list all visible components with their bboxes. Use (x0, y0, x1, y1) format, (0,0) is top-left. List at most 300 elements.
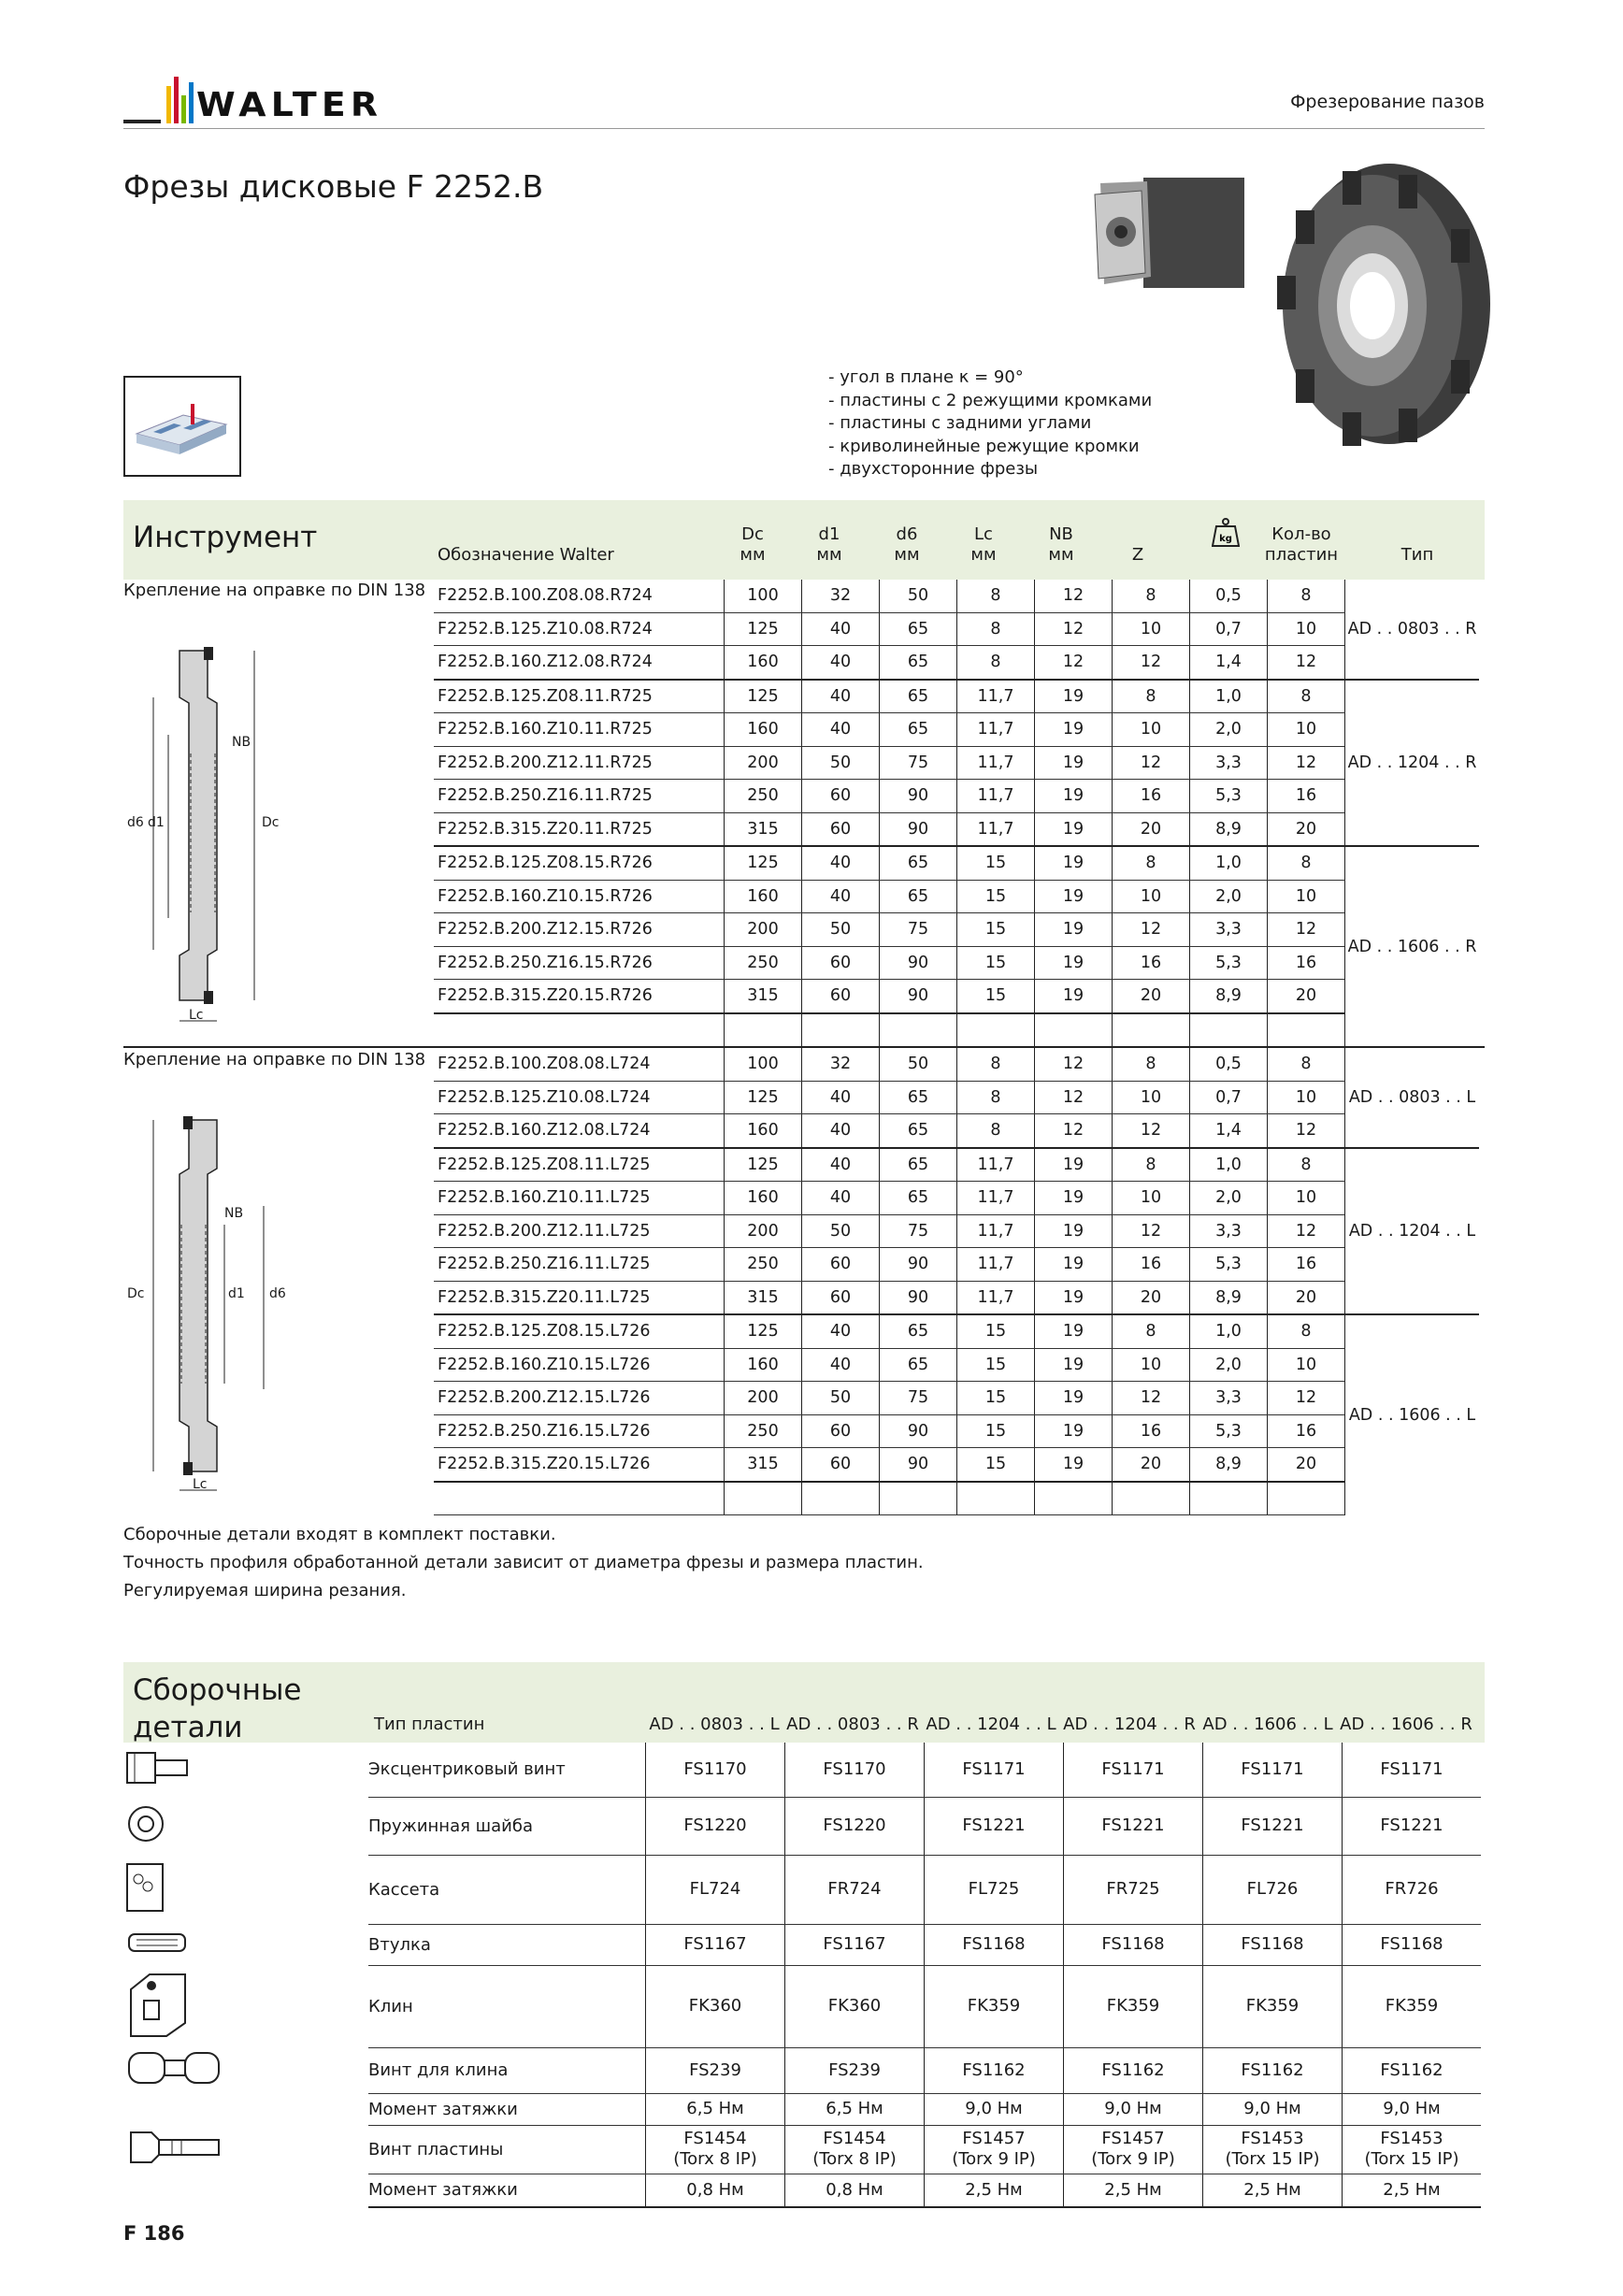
part-number-cell: FS1168 (925, 1924, 1064, 1965)
value-cell: 8 (957, 1081, 1035, 1114)
table-row (434, 1214, 1479, 1248)
value-cell: 1,0 (1190, 680, 1268, 713)
feature-item: - двухсторонние фрезы (828, 459, 1039, 479)
part-number-cell: FS1220 (646, 1797, 785, 1855)
table-row (434, 880, 1479, 913)
value-cell: 19 (1035, 1448, 1113, 1482)
part-number-cell: FS1221 (1343, 1797, 1482, 1855)
tool-table-right (434, 580, 1479, 1047)
assembly-row (123, 1924, 1481, 1965)
table-row (434, 713, 1479, 747)
value-cell: 12 (1113, 1114, 1190, 1148)
value-cell: 40 (802, 1081, 880, 1114)
part-number-cell: FR725 (1064, 1855, 1203, 1924)
value-cell: 10 (1113, 612, 1190, 646)
table-row (434, 580, 1479, 612)
part-number-cell: FS1168 (1343, 1924, 1482, 1965)
col-d6: d6 мм (894, 524, 920, 565)
value-cell: 15 (957, 1348, 1035, 1382)
assembly-row (123, 1855, 1481, 1924)
value-cell: 65 (880, 1081, 957, 1114)
assembly-part-label: Момент затяжки (368, 2174, 646, 2207)
value-cell: 15 (957, 980, 1035, 1013)
designation-cell: F2252.B.315.Z20.11.R725 (434, 812, 725, 846)
assembly-icon-cell (123, 1743, 368, 1797)
assembly-row (123, 1743, 1481, 1797)
part-number-cell: FR726 (1343, 1855, 1482, 1924)
value-cell: 12 (1035, 1081, 1113, 1114)
header-rule (123, 128, 1485, 129)
part-number-cell: FS1162 (925, 2047, 1064, 2093)
value-cell: 160 (725, 646, 802, 680)
assembly-row (123, 2174, 1481, 2207)
value-cell: 8 (1113, 846, 1190, 880)
tool-table-header (123, 500, 1485, 580)
section-label: Фрезерование пазов (1290, 92, 1485, 112)
mount-note: Крепление на оправке по DIN 138 (123, 1050, 426, 1069)
assembly-row (123, 2047, 1481, 2093)
designation-cell: F2252.B.315.Z20.11.L725 (434, 1281, 725, 1314)
designation-cell: F2252.B.200.Z12.15.L726 (434, 1382, 725, 1415)
value-cell: 160 (725, 713, 802, 747)
value-cell: 2,0 (1190, 880, 1268, 913)
value-cell: 12 (1113, 1382, 1190, 1415)
value-cell: 2,0 (1190, 713, 1268, 747)
value-cell: 12 (1113, 646, 1190, 680)
value-cell: 12 (1113, 913, 1190, 947)
value-cell: 20 (1268, 980, 1345, 1013)
value-cell: 250 (725, 946, 802, 980)
feature-item: - пластины с задними углами (828, 413, 1092, 433)
insert-type-cell: AD . . 0803 . . R (1345, 580, 1480, 680)
insert-type-cell: AD . . 0803 . . L (1345, 1048, 1480, 1148)
value-cell: 15 (957, 880, 1035, 913)
value-cell: 60 (802, 946, 880, 980)
value-cell: 10 (1113, 713, 1190, 747)
insert-type-cell: AD . . 1204 . . R (1345, 680, 1480, 847)
designation-cell: F2252.B.125.Z10.08.L724 (434, 1081, 725, 1114)
value-cell: 1,4 (1190, 1114, 1268, 1148)
table-row (434, 646, 1479, 680)
value-cell: 8 (1268, 1314, 1345, 1348)
value-cell: 160 (725, 1114, 802, 1148)
value-cell: 40 (802, 846, 880, 880)
value-cell: 5,3 (1190, 1248, 1268, 1282)
part-number-cell: 9,0 Нм (1064, 2093, 1203, 2125)
table-row-empty (434, 1482, 1479, 1515)
table-row (434, 1448, 1479, 1482)
value-cell: 12 (1268, 646, 1345, 680)
designation-cell: F2252.B.200.Z12.11.L725 (434, 1214, 725, 1248)
value-cell: 160 (725, 1182, 802, 1215)
value-cell: 12 (1268, 1114, 1345, 1148)
value-cell: 20 (1113, 1281, 1190, 1314)
value-cell: 20 (1113, 980, 1190, 1013)
table-row (434, 1382, 1479, 1415)
value-cell: 50 (802, 913, 880, 947)
assembly-icon-cell (123, 2093, 368, 2125)
value-cell: 8 (1113, 680, 1190, 713)
value-cell: 32 (802, 1048, 880, 1081)
value-cell: 16 (1268, 1414, 1345, 1448)
value-cell: 40 (802, 713, 880, 747)
designation-cell: F2252.B.160.Z12.08.R724 (434, 646, 725, 680)
value-cell: 11,7 (957, 680, 1035, 713)
value-cell: 19 (1035, 1314, 1113, 1348)
value-cell: 0,5 (1190, 580, 1268, 612)
value-cell: 20 (1113, 812, 1190, 846)
value-cell: 11,7 (957, 812, 1035, 846)
part-number-cell: FS1168 (1203, 1924, 1343, 1965)
designation-cell: F2252.B.160.Z10.15.L726 (434, 1348, 725, 1382)
table-row (434, 1281, 1479, 1314)
value-cell: 160 (725, 880, 802, 913)
assembly-row (123, 2093, 1481, 2125)
designation-cell: F2252.B.200.Z12.15.R726 (434, 913, 725, 947)
value-cell: 90 (880, 1448, 957, 1482)
part-number-cell: 6,5 Нм (785, 2093, 925, 2125)
part-number-cell: 0,8 Нм (646, 2174, 785, 2207)
part-number-cell: FS1221 (925, 1797, 1064, 1855)
assembly-icon-cell (123, 1855, 368, 1924)
designation-cell: F2252.B.250.Z16.15.R726 (434, 946, 725, 980)
right-hand-cutter-drawing: NB Dc d6 d1 Lc (123, 641, 310, 1034)
wedge-screw-icon (123, 2074, 226, 2093)
value-cell: 125 (725, 846, 802, 880)
designation-cell: F2252.B.160.Z12.08.L724 (434, 1114, 725, 1148)
value-cell: 250 (725, 1248, 802, 1282)
value-cell: 16 (1113, 780, 1190, 813)
value-cell: 11,7 (957, 1248, 1035, 1282)
value-cell: 12 (1035, 1048, 1113, 1081)
value-cell: 40 (802, 680, 880, 713)
insert-type-cell: AD . . 1606 . . L (1345, 1314, 1480, 1514)
wedge-icon (123, 2023, 193, 2043)
value-cell: 19 (1035, 812, 1113, 846)
value-cell: 3,3 (1190, 746, 1268, 780)
value-cell: 8 (1268, 1048, 1345, 1081)
value-cell: 60 (802, 812, 880, 846)
value-cell: 100 (725, 580, 802, 612)
value-cell: 8 (957, 1048, 1035, 1081)
note: Сборочные детали входят в комплект поставки. (123, 1525, 556, 1544)
value-cell: 10 (1113, 1182, 1190, 1215)
assembly-part-label: Пружинная шайба (368, 1797, 646, 1855)
value-cell: 16 (1113, 946, 1190, 980)
table-row (434, 1148, 1479, 1182)
assembly-part-label: Клин (368, 1965, 646, 2047)
assembly-type: AD . . 1204 . . L (926, 1715, 1056, 1734)
value-cell: 200 (725, 1214, 802, 1248)
part-number-cell: FK360 (646, 1965, 785, 2047)
part-number-cell: FS239 (646, 2047, 785, 2093)
value-cell: 10 (1113, 880, 1190, 913)
note: Точность профиля обработанной детали зависит от диаметра фрезы и размера пластин. (123, 1553, 924, 1572)
value-cell: 8 (1268, 846, 1345, 880)
value-cell: 315 (725, 1448, 802, 1482)
value-cell: 160 (725, 1348, 802, 1382)
part-number-cell: FK359 (1064, 1965, 1203, 2047)
designation-cell: F2252.B.160.Z10.15.R726 (434, 880, 725, 913)
value-cell: 19 (1035, 1414, 1113, 1448)
value-cell: 40 (802, 1182, 880, 1215)
table-row (434, 946, 1479, 980)
value-cell: 315 (725, 812, 802, 846)
part-number-cell: FS1170 (785, 1743, 925, 1797)
value-cell: 19 (1035, 780, 1113, 813)
value-cell: 12 (1035, 646, 1113, 680)
value-cell: 5,3 (1190, 946, 1268, 980)
value-cell: 11,7 (957, 746, 1035, 780)
value-cell: 8 (1268, 580, 1345, 612)
value-cell: 19 (1035, 913, 1113, 947)
assembly-header (123, 1662, 1485, 1743)
slot-milling-icon (123, 376, 241, 477)
page-title: Фрезы дисковые F 2252.B (123, 168, 544, 205)
value-cell: 50 (880, 580, 957, 612)
mount-note: Крепление на оправке по DIN 138 (123, 581, 426, 600)
value-cell: 11,7 (957, 713, 1035, 747)
value-cell: 90 (880, 1281, 957, 1314)
designation-cell: F2252.B.100.Z08.08.R724 (434, 580, 725, 612)
part-number-cell: FS1457 (Torx 9 IP) (1064, 2125, 1203, 2174)
value-cell: 19 (1035, 1248, 1113, 1282)
value-cell: 10 (1113, 1081, 1190, 1114)
value-cell: 19 (1035, 1348, 1113, 1382)
value-cell: 12 (1035, 612, 1113, 646)
value-cell: 16 (1113, 1414, 1190, 1448)
value-cell: 8 (1113, 580, 1190, 612)
value-cell: 12 (1113, 1214, 1190, 1248)
designation-cell: F2252.B.160.Z10.11.L725 (434, 1182, 725, 1215)
assembly-type: AD . . 1606 . . L (1202, 1715, 1333, 1734)
note: Регулируемая ширина резания. (123, 1581, 407, 1600)
part-number-cell: FS1453 (Torx 15 IP) (1343, 2125, 1482, 2174)
designation-cell: F2252.B.125.Z08.11.R725 (434, 680, 725, 713)
value-cell: 250 (725, 780, 802, 813)
value-cell: 8 (1113, 1148, 1190, 1182)
part-number-cell: 2,5 Нм (1203, 2174, 1343, 2207)
designation-cell: F2252.B.200.Z12.11.R725 (434, 746, 725, 780)
assembly-part-label: Кассета (368, 1855, 646, 1924)
assembly-type: AD . . 1204 . . R (1063, 1715, 1196, 1734)
part-number-cell: FS1220 (785, 1797, 925, 1855)
value-cell: 1,0 (1190, 1314, 1268, 1348)
feature-item: - криволинейные режущие кромки (828, 436, 1140, 456)
table-row (434, 780, 1479, 813)
designation-cell: F2252.B.125.Z10.08.R724 (434, 612, 725, 646)
part-number-cell: FS1221 (1203, 1797, 1343, 1855)
value-cell: 15 (957, 913, 1035, 947)
value-cell: 10 (1113, 1348, 1190, 1382)
part-number-cell: FS1167 (785, 1924, 925, 1965)
value-cell: 50 (802, 1214, 880, 1248)
cutter-photo (1268, 154, 1492, 458)
assembly-icon-cell (123, 2125, 368, 2174)
assembly-row (123, 1965, 1481, 2047)
part-number-cell: FS1162 (1343, 2047, 1482, 2093)
value-cell: 8 (1113, 1048, 1190, 1081)
value-cell: 3,3 (1190, 913, 1268, 947)
value-cell: 8 (957, 580, 1035, 612)
designation-cell: F2252.B.315.Z20.15.R726 (434, 980, 725, 1013)
assembly-part-label: Момент затяжки (368, 2093, 646, 2125)
value-cell: 65 (880, 680, 957, 713)
part-number-cell: 2,5 Нм (1064, 2174, 1203, 2207)
value-cell: 8 (957, 646, 1035, 680)
table-row (434, 612, 1479, 646)
value-cell: 12 (1035, 1114, 1113, 1148)
value-cell: 10 (1268, 1348, 1345, 1382)
value-cell: 65 (880, 1182, 957, 1215)
assembly-table (123, 1743, 1481, 2208)
col-dc: Dc мм (740, 524, 766, 565)
value-cell: 2,0 (1190, 1182, 1268, 1215)
value-cell: 60 (802, 1448, 880, 1482)
value-cell: 1,0 (1190, 846, 1268, 880)
value-cell: 11,7 (957, 1214, 1035, 1248)
assembly-icon-cell (123, 1965, 368, 2047)
value-cell: 12 (1035, 580, 1113, 612)
assembly-section-title: Сборочные детали (133, 1673, 302, 1744)
part-number-cell: FS1221 (1064, 1797, 1203, 1855)
part-number-cell: 9,0 Нм (1343, 2093, 1482, 2125)
feature-item: - угол в плане κ = 90° (828, 367, 1024, 387)
value-cell: 11,7 (957, 1281, 1035, 1314)
value-cell: 16 (1268, 1248, 1345, 1282)
col-designation: Обозначение Walter (438, 545, 614, 565)
value-cell: 12 (1268, 1382, 1345, 1415)
value-cell: 10 (1268, 1182, 1345, 1215)
feature-list (828, 366, 1152, 481)
part-number-cell: FL724 (646, 1855, 785, 1924)
value-cell: 19 (1035, 946, 1113, 980)
value-cell: 75 (880, 913, 957, 947)
value-cell: 125 (725, 1148, 802, 1182)
insert-type-cell: AD . . 1204 . . L (1345, 1148, 1480, 1315)
col-d1: d1 мм (816, 524, 842, 565)
designation-cell: F2252.B.315.Z20.15.L726 (434, 1448, 725, 1482)
value-cell: 16 (1268, 780, 1345, 813)
value-cell: 19 (1035, 1281, 1113, 1314)
assembly-part-label: Эксцентриковый винт (368, 1743, 646, 1797)
table-row (434, 1081, 1479, 1114)
weight-icon (1212, 517, 1240, 552)
value-cell: 100 (725, 1048, 802, 1081)
cassette-icon (123, 1900, 170, 1919)
table-row (434, 1182, 1479, 1215)
table-row (434, 913, 1479, 947)
value-cell: 10 (1268, 612, 1345, 646)
value-cell: 65 (880, 1348, 957, 1382)
value-cell: 125 (725, 612, 802, 646)
value-cell: 19 (1035, 713, 1113, 747)
value-cell: 11,7 (957, 780, 1035, 813)
col-nb: NB мм (1048, 524, 1074, 565)
assembly-row (123, 2125, 1481, 2174)
assembly-icon-cell (123, 2047, 368, 2093)
part-number-cell: FS1168 (1064, 1924, 1203, 1965)
part-number-cell: FS1171 (1343, 1743, 1482, 1797)
part-number-cell: FS1453 (Torx 15 IP) (1203, 2125, 1343, 2174)
value-cell: 8,9 (1190, 1448, 1268, 1482)
assembly-row (123, 1797, 1481, 1855)
assembly-type: AD . . 0803 . . L (649, 1715, 780, 1734)
part-number-cell: FL726 (1203, 1855, 1343, 1924)
value-cell: 8 (957, 612, 1035, 646)
value-cell: 250 (725, 1414, 802, 1448)
part-number-cell: FR724 (785, 1855, 925, 1924)
part-number-cell: FK359 (1343, 1965, 1482, 2047)
logo-text: WALTER (196, 86, 383, 124)
value-cell: 12 (1268, 1214, 1345, 1248)
assembly-type: AD . . 1606 . . R (1340, 1715, 1472, 1734)
value-cell: 11,7 (957, 1182, 1035, 1215)
value-cell: 65 (880, 880, 957, 913)
value-cell: 20 (1268, 812, 1345, 846)
assembly-part-label: Винт для клина (368, 2047, 646, 2093)
value-cell: 3,3 (1190, 1214, 1268, 1248)
insert-type-cell: AD . . 1606 . . R (1345, 846, 1480, 1046)
value-cell: 200 (725, 746, 802, 780)
value-cell: 125 (725, 680, 802, 713)
value-cell: 8,9 (1190, 1281, 1268, 1314)
value-cell: 19 (1035, 1148, 1113, 1182)
assembly-icon-cell (123, 1924, 368, 1965)
value-cell: 8 (1268, 680, 1345, 713)
tool-section-title: Инструмент (133, 521, 318, 554)
value-cell: 200 (725, 913, 802, 947)
value-cell: 65 (880, 1314, 957, 1348)
value-cell: 65 (880, 1148, 957, 1182)
part-number-cell: FK360 (785, 1965, 925, 2047)
value-cell: 40 (802, 880, 880, 913)
value-cell: 75 (880, 1382, 957, 1415)
value-cell: 19 (1035, 680, 1113, 713)
table-row (434, 680, 1479, 713)
value-cell: 19 (1035, 1214, 1113, 1248)
value-cell: 32 (802, 580, 880, 612)
sleeve-icon (123, 1942, 193, 1961)
part-number-cell: FS1171 (925, 1743, 1064, 1797)
notes (123, 1521, 924, 1605)
value-cell: 65 (880, 713, 957, 747)
value-cell: 16 (1113, 1248, 1190, 1282)
value-cell: 60 (802, 780, 880, 813)
value-cell: 200 (725, 1382, 802, 1415)
part-number-cell: FS1171 (1064, 1743, 1203, 1797)
table-row (434, 980, 1479, 1013)
value-cell: 8 (1268, 1148, 1345, 1182)
table-row (434, 1114, 1479, 1148)
value-cell: 65 (880, 846, 957, 880)
value-cell: 60 (802, 1281, 880, 1314)
designation-cell: F2252.B.125.Z08.15.R726 (434, 846, 725, 880)
assembly-type-label: Тип пластин (374, 1715, 485, 1734)
value-cell: 20 (1113, 1448, 1190, 1482)
left-hand-cutter-drawing: NB Dc d1 d6 Lc (123, 1112, 310, 1505)
value-cell: 1,0 (1190, 1148, 1268, 1182)
part-number-cell: 6,5 Нм (646, 2093, 785, 2125)
value-cell: 19 (1035, 1382, 1113, 1415)
designation-cell: F2252.B.160.Z10.11.R725 (434, 713, 725, 747)
value-cell: 19 (1035, 1182, 1113, 1215)
value-cell: 10 (1268, 880, 1345, 913)
value-cell: 90 (880, 980, 957, 1013)
value-cell: 12 (1268, 913, 1345, 947)
value-cell: 1,4 (1190, 646, 1268, 680)
assembly-icon-cell (123, 1797, 368, 1855)
